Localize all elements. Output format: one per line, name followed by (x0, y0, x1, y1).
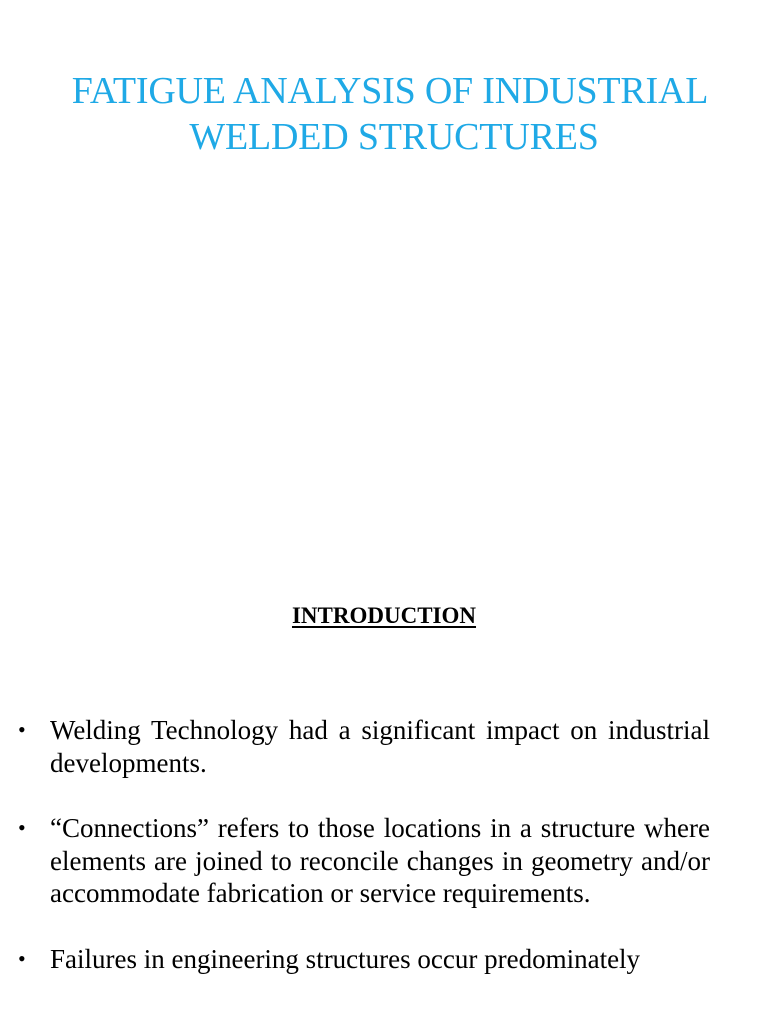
title-line-2: WELDED STRUCTURES (189, 116, 599, 158)
title-line-1: FATIGUE ANALYSIS OF INDUSTRIAL (71, 70, 709, 112)
document-title (0, 68, 768, 160)
bullet-item (18, 812, 710, 910)
bullet-list (18, 714, 710, 1008)
section-heading-introduction: INTRODUCTION (291, 603, 477, 628)
bullet-text: Welding Technology had a significant impact on industrial developments. (50, 715, 710, 778)
bullet-item (18, 714, 710, 779)
bullet-item (18, 943, 710, 976)
bullet-dot-icon: • (18, 945, 26, 971)
bullet-text: Failures in engineering structures occur predominately (50, 943, 641, 974)
bullet-dot-icon: • (18, 815, 26, 840)
bullet-text: “Connections” refers to those locations in a structure where elements are joined to reconcile changes in geometry and/or accommodate fabrication or service requirements. (50, 813, 710, 908)
bullet-dot-icon: • (18, 717, 26, 742)
